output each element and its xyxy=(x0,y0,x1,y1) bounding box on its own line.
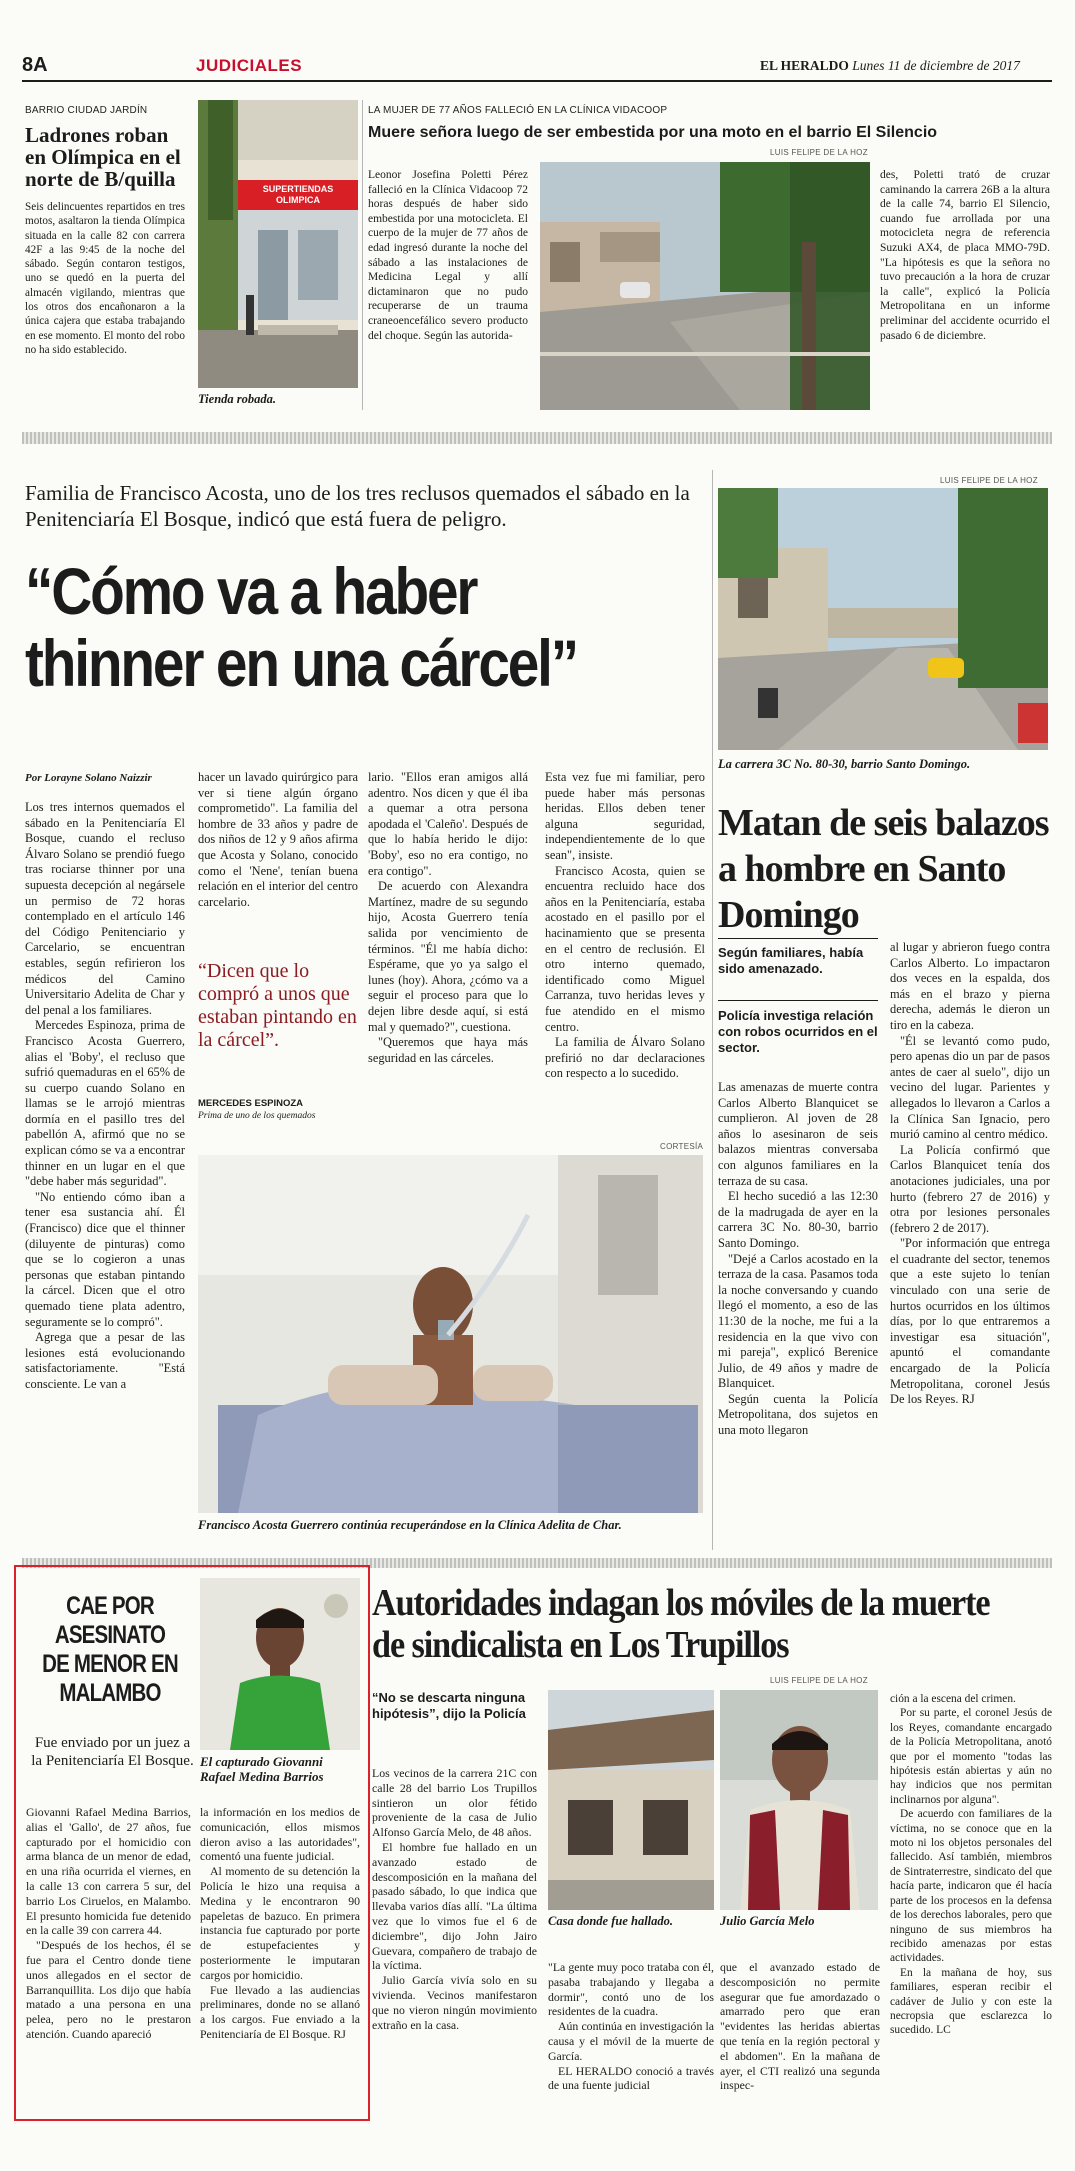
story5-col2 xyxy=(200,1805,360,2042)
story2-headline: Muere señora luego de ser embestida por una moto en el barrio El Silencio xyxy=(368,124,938,141)
paragraph: "La gente muy poco trataba con él, pasaba trabajando y llegaba a dormir", contó uno de los residentes de la cuadra. xyxy=(548,1960,714,2019)
story6-col2 xyxy=(548,1960,714,2093)
issue-date: Lunes 11 de diciembre de 2017 xyxy=(852,58,1020,73)
paragraph: al lugar y abrieron fuego contra Carlos Alberto. Lo impactaron dos veces en la espalda, dos más en el brazo y pierna derecha, además le dieron un tiro en la cabeza. xyxy=(890,940,1050,1032)
paragraph: "Dejé a Carlos acostado en la terraza de la casa. Pasamos toda la noche conversando y cuando llegó el momento, a eso de las 11:30 de la noche, me fui a la residencia en la que vivo con mi pareja", explicó Berenice Julio, de 49 años y madre de Blanquicet. xyxy=(718,1251,878,1391)
story6-headline: Autoridades indagan los móviles de la muerte de sindicalista en Los Trupillos xyxy=(372,1582,990,1666)
paragraph: ción a la escena del crimen. xyxy=(890,1693,1016,1705)
story2-col2: des, Poletti trató de cruzar caminando la carrera 26B a la altura de la calle 74, barrio El Silencio, cuando fue arrollada por una motocicleta negra de referencia Suzuki AX4, de placa MMO-79D. "La hipótesis es que la señora no tuvo precaución a la hora de cruzar la calle", explicó la Policía Metropolitana en un informe preliminar del accidente ocurrido el pasado 6 de diciembre. xyxy=(880,169,1050,342)
story4-photo xyxy=(718,488,1048,750)
story6-photo1 xyxy=(548,1690,714,1910)
story2-col1: Leonor Josefina Poletti Pérez falleció en la Clínica Vidacoop 72 horas después de haber sido embestida por una motocicleta. El cuerpo de la mujer de 77 años de edad ingresó durante la noche del sábado a las instalaciones de Medicina Legal y allí dictaminaron que no pudo recuperarse de un trauma craneoencefálico severo producto del choque. Según las autorida- xyxy=(368,169,528,342)
paragraph: La Policía confirmó que Carlos Blanquicet tenía dos anotaciones judiciales, una por hurto (febrero 27 de 2016) y otra por lesiones personales (febrero 2 de 2017). xyxy=(890,1142,1050,1235)
divider xyxy=(362,100,363,410)
story2-photo xyxy=(540,162,870,410)
pullquote: “Dicen que lo compró a unos que estaban pintando en la cárcel”. xyxy=(198,960,357,1051)
story2-photo-credit: LUIS FELIPE DE LA HOZ xyxy=(770,148,868,157)
story4-col1 xyxy=(718,1080,878,1439)
paper-name: EL HERALDO xyxy=(760,58,849,73)
story6-caption1: Casa donde fue hallado. xyxy=(548,1914,674,1928)
story3-col4 xyxy=(545,770,705,1082)
paragraph: En la mañana de hoy, sus familiares, esperan recibir el cadáver de Julio y con este la necropsia que esclarezca lo sucedido. LC xyxy=(890,1966,1052,2037)
story4-photo-credit: LUIS FELIPE DE LA HOZ xyxy=(940,476,1038,485)
paragraph: El hecho sucedió a las 12:30 de la madrugada de ayer en la carrera 3C No. 80-30, barrio Santo Domingo. xyxy=(718,1189,878,1250)
pullquote-role: Prima de uno de los quemados xyxy=(198,1111,316,1121)
paragraph: "No entiendo cómo iban a tener esa sustancia ahí. Él (Francisco) dice que el thinner (diluyente de pinturas) como que se lo cogieron a unas personas que estaban pintando la cárcel. Dicen que el otro quemado tiene plata adentro, seguramente se lo compró". xyxy=(25,1189,185,1329)
paragraph: Aún continúa en investigación la causa y el móvil de la muerte de García. xyxy=(548,2019,714,2063)
paragraph: La familia de Álvaro Solano prefirió no dar declaraciones con respecto a lo sucedido. xyxy=(545,1035,705,1081)
section-label: JUDICIALES xyxy=(196,56,303,75)
story3-col1 xyxy=(25,800,185,1393)
paragraph: Por su parte, el coronel Jesús de los Reyes, comandante encargado de la Policía Metropolitana, anotó que por el momento "todas las hipótesis están abiertas y aún no hay indicios que nos permitan inclinarnos por alguna". xyxy=(890,1707,1052,1806)
story1-kicker: BARRIO CIUDAD JARDÍN xyxy=(25,105,148,116)
story6-photo2 xyxy=(720,1690,878,1910)
section-band xyxy=(22,432,1052,444)
paragraph: Las amenazas de muerte contra Carlos Alberto Blanquicet se cumplieron. Al joven de 28 años lo asesinaron de seis balazos mientras conversaba con algunos familiares en la terraza de su casa. xyxy=(718,1080,878,1188)
store-sign-text: SUPERTIENDAS OLIMPICA xyxy=(262,184,334,205)
story3-photo-credit: CORTESÍA xyxy=(660,1142,704,1151)
paragraph: "Después de los hechos, él se fue para el Centro donde tiene unos allegados en el sector de Barranquillita. Los dijo que había matado a una persona en una pelea, pero no le prestaron atención. Cuando apareció xyxy=(26,1938,191,2041)
story3-deck: Familia de Francisco Acosta, uno de los tres reclusos quemados el sábado en la Penitenciaría El Bosque, indicó que está fuera de peligro. xyxy=(25,481,690,531)
paragraph: Los vecinos de la carrera 21C con calle 28 del barrio Los Trupillos sintieron un olor fétido proveniente de la casa de Julio Alfonso García Melo, de 48 años. xyxy=(372,1766,537,1840)
story6-col4 xyxy=(890,1692,1052,2038)
paragraph: Giovanni Rafael Medina Barrios, alias el 'Gallo', de 27 años, fue capturado por el homicidio con arma blanca de un menor de edad, en una riña ocurrida el viernes, en la calle 13 con carrera 5 sur, del barrio Los Ciruelos, en Malambo. El presunto homicida fue detenido en la calle 39 con carrera 44. xyxy=(26,1805,191,1938)
paragraph: "Él se levantó como pudo, pero apenas dio un par de pasos antes de caer al suelo", dijo un vecino del lugar. Parientes y allegados lo llevaron a Carlos a la Clínica San Ignacio, pero murió camino al centro médico. xyxy=(890,1033,1050,1142)
paragraph: "Queremos que haya más seguridad en las cárceles. xyxy=(368,1035,528,1065)
story6-col1 xyxy=(372,1766,537,2032)
paragraph: la información en los medios de comunicación, ellos mismos dieron aviso a las autoridades", comentó una fuente judicial. xyxy=(200,1805,360,1864)
pullquote-name: MERCEDES ESPINOZA xyxy=(198,1098,304,1109)
story4-photo-caption: La carrera 3C No. 80-30, barrio Santo Domingo. xyxy=(718,757,971,771)
story1-photo xyxy=(198,100,358,388)
paragraph: Agrega que a pesar de las lesiones está evolucionando satisfactoriamente. "Está consciente. Le van a xyxy=(25,1330,185,1391)
paragraph: EL HERALDO conoció a través de una fuente judicial xyxy=(548,2063,714,2093)
story6-deck: “No se descarta ninguna hipótesis”, dijo la Policía xyxy=(372,1690,526,1721)
masthead xyxy=(760,58,1020,74)
paragraph: El hombre fue hallado en un avanzado estado de descomposición en la mañana del pasado sábado, lo que indica que llevaba varios días allí. "La última vez que lo vimos fue el 6 de diciembre", dijo John Jairo Guevara, compañero de trabajo de la víctima. xyxy=(372,1839,537,1973)
story5-col1 xyxy=(26,1805,191,2042)
paragraph: lario. "Ellos eran amigos allá adentro. Nos dicen y que él iba a quemar a otra persona apodada el 'Caleño'. Después de que lo había herido le dijo: 'Boby', eso no era contigo, no era contigo". xyxy=(368,770,528,878)
story5-headline: CAE POR ASESINATO DE MENOR EN MALAMBO xyxy=(42,1592,178,1707)
paragraph: De acuerdo con familiares de la víctima, no se conoce que en la moto ni los objetos personales del fallecido. Así también, miembros de Sintraterrestre, sindicato del que hacía parte, indicaron que él hacía parte de los procesos en la defensa de los derechos laborales, pero que ninguno de sus miembros ha recibido amenazas por estas actividades. xyxy=(890,1808,1052,1965)
story4-deck1: Según familiares, había sido amenazado. xyxy=(718,945,864,976)
story3-photo xyxy=(198,1155,703,1513)
story4-headline: Matan de seis balazos a hombre en Santo Domingo xyxy=(718,802,1049,936)
story6-col3: que el avanzado estado de descomposición no permite asegurar que fue amordazado o amarrado pero que eran "evidentes las heridas abiertas que tenía en la región pectoral y el abdomen". En la mañana de ayer, el CTI realizó una segunda inspec- xyxy=(720,1960,880,2093)
story2-kicker: LA MUJER DE 77 AÑOS FALLECIÓ EN LA CLÍNICA VIDACOOP xyxy=(368,105,668,116)
paragraph: "Por información que entrega el cuadrante del sector, tenemos que a este sujeto lo tenían vinculado con una serie de hurtos ocurridos en los últimos días, por lo que entraremos a investigar esa situación", apuntó el comandante encargado de la Policía Metropolitana, coronel Jesús De los Reyes. RJ xyxy=(890,1236,1050,1407)
story5-deck: Fue enviado por un juez a la Penitenciaría El Bosque. xyxy=(31,1735,194,1769)
story6-photo-credit: LUIS FELIPE DE LA HOZ xyxy=(770,1676,868,1685)
paragraph: Los tres internos quemados el sábado en la Penitenciaría El Bosque, cuando el recluso Álvaro Solano se prendió fuego tras rociarse thinner por una supuesta decepción al negársele un permiso de 72 horas contemplado en el artículo 146 del Código Penitenciario y Carcelario, se encuentran estables, según refirieron los médicos del Camino Universitario Adelita de Char y del penal a los familiares. xyxy=(25,800,185,1017)
paragraph: Al momento de su detención la Policía le hizo una requisa a Medina y le encontraron 90 papeletas de bazuco. En primera instancia fue capturado por porte de estupefacientes y posteriormente le imputaran cargos por homicidio. xyxy=(200,1864,360,1982)
story3-col2: hacer un lavado quirúrgico para ver si tiene algún órgano comprometido". La familia del hombre de 33 años y padre de dos niños de 12 y 9 años afirma que Acosta y Solano, conocido como el 'Nene', tenían buena relación en el interior del centro carcelario. xyxy=(198,770,358,909)
deck-rule xyxy=(718,938,878,939)
story6-caption2: Julio García Melo xyxy=(720,1914,815,1928)
story3-headline: “Cómo va a haber thinner en una cárcel” xyxy=(25,554,578,700)
story5-photo xyxy=(200,1578,360,1750)
paragraph: De acuerdo con Alexandra Martínez, madre de su segundo hijo, Acosta Guerrero tenía salida por vencimiento de términos. "Él me había dicho: Espérame, que yo ya salgo el lunes (hoy). Ahora, ¿cómo va a seguir el proceso para que lo dejen libre desde aquí, si está mal y quemado?", cuestiona. xyxy=(368,879,528,1034)
paragraph: Fue llevado a las audiencias preliminares, donde no se allanó a los cargos. Fue enviado a la Penitenciaría de El Bosque. RJ xyxy=(200,1982,360,2041)
story1-photo-caption: Tienda robada. xyxy=(198,392,277,406)
paragraph: Mercedes Espinoza, prima de Francisco Acosta Guerrero, alias el 'Boby', el recluso que sufrió quemaduras en el 65% de su cuerpo cuando Solano en llamas se le arrojó mientras dormía en el pasillo tres del pabellón A, afirmó que no se explican cómo se va a encontrar thinner en un lugar en el que "debe haber más seguridad". xyxy=(25,1018,185,1189)
divider xyxy=(712,470,713,1550)
byline-text: Por Lorayne Solano Naizzir xyxy=(25,772,152,784)
paragraph: Esta vez fue mi familiar, pero puede haber más personas heridas. Ellos deben tener alguna seguridad, independientemente de lo que sean", insiste. xyxy=(545,770,705,862)
paragraph: Julio García vivía solo en su vivienda. Vecinos manifestaron que no vieron ningún movimiento extraño en la casa. xyxy=(372,1973,537,2032)
deck-rule xyxy=(718,1000,878,1001)
paragraph: Según cuenta la Policía Metropolitana, dos sujetos en una moto llegaron xyxy=(718,1391,878,1438)
story3-byline xyxy=(25,772,152,784)
story4-col2 xyxy=(890,940,1050,1408)
header-rule xyxy=(22,80,1052,82)
paragraph: Francisco Acosta, quien se encuentra recluido hace dos años en la Penitenciaría, estaba acostado en el pasillo por el hacinamiento que se presenta en el centro de reclusión. El otro interno quemado, identificado como Miguel Carranza, tuvo heridas leves y fue atendido en el mismo centro. xyxy=(545,863,705,1034)
story5-photo-caption: El capturado Giovanni Rafael Medina Barrios xyxy=(200,1754,324,1784)
story4-deck2: Policía investiga relación con robos ocurridos en el sector. xyxy=(718,1008,878,1055)
page-number: 8A xyxy=(22,54,48,76)
story1-headline: Ladrones roban en Olímpica en el norte de B/quilla xyxy=(25,123,181,191)
story1-body: Seis delincuentes repartidos en tres motos, asaltaron la tienda Olímpica situada en la calle 82 con carrera 42F a las 9:45 de la noche del sábado. Según contaron testigos, uno se quedó en la puerta del almacén vigilando, mientras que los otros dos encañonaron a la única cajera que estaba trabajando en ese momento. El monto del robo no ha sido establecido. xyxy=(25,201,185,356)
story3-col3 xyxy=(368,770,528,1066)
story3-photo-caption: Francisco Acosta Guerrero continúa recuperándose en la Clínica Adelita de Char. xyxy=(198,1518,622,1532)
